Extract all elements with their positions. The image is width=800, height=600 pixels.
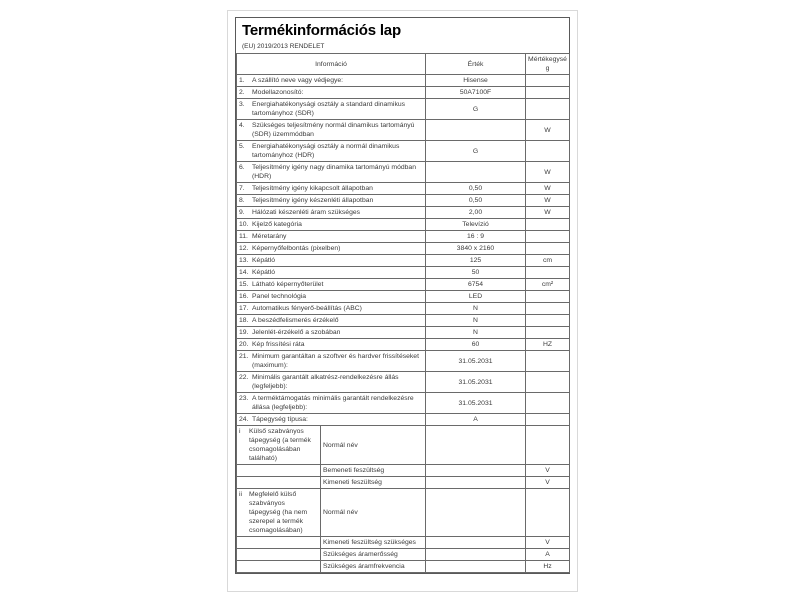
- unit-cell: V: [526, 465, 570, 477]
- row-label-text: Kijelző kategória: [252, 221, 302, 228]
- table-subrow: [237, 537, 570, 549]
- table-row: [237, 279, 570, 291]
- row-label-text: Minimális garantált alkatrész-rendelkezésre állás (legfeljebb):: [252, 374, 399, 390]
- table-row: [237, 219, 570, 231]
- row-label-text: Energiahatékonysági osztály a normál dinamikus tartományhoz (HDR): [252, 143, 400, 159]
- info-label-cell: [237, 372, 426, 393]
- unit-cell: [526, 372, 570, 393]
- info-label-cell: [237, 195, 426, 207]
- info-label: [239, 220, 423, 229]
- product-info-document: [235, 17, 570, 574]
- table-subrow: [237, 477, 570, 489]
- value-cell: [426, 465, 526, 477]
- unit-cell: [526, 303, 570, 315]
- info-label: [239, 292, 423, 301]
- info-label-cell: [237, 414, 426, 426]
- value-cell: 31.05.2031: [426, 351, 526, 372]
- unit-cell: Hz: [526, 561, 570, 573]
- row-label-text: Jelenlét-érzékelő a szobában: [252, 329, 341, 336]
- unit-cell: [526, 315, 570, 327]
- row-number: 12.: [239, 245, 249, 252]
- value-cell: 31.05.2031: [426, 372, 526, 393]
- unit-cell: [526, 219, 570, 231]
- unit-cell: [526, 141, 570, 162]
- info-label-cell: [237, 120, 426, 141]
- info-label-cell: [237, 207, 426, 219]
- subrow-label-cell: Szükséges áramfrekvencia: [321, 561, 426, 573]
- row-label-text: Képernyőfelbontás (pixelben): [252, 245, 341, 252]
- info-label: [239, 394, 423, 412]
- unit-cell: HZ: [526, 339, 570, 351]
- subrow-label-cell: Kimeneti feszültség szükséges: [321, 537, 426, 549]
- row-number: 8.: [239, 197, 245, 204]
- unit-cell: [526, 414, 570, 426]
- value-cell: Hisense: [426, 75, 526, 87]
- info-label: [239, 244, 423, 253]
- info-label: [239, 415, 423, 424]
- table-row: [237, 120, 570, 141]
- row-label-text: Energiahatékonysági osztály a standard dinamikus tartományhoz (SDR): [252, 101, 406, 117]
- info-label-cell: [237, 243, 426, 255]
- table-row: [237, 141, 570, 162]
- row-number: 9.: [239, 209, 245, 216]
- unit-cell: [526, 99, 570, 120]
- row-label-text: A terméktámogatás minimális garantált rendelkezésre állása (legfeljebb):: [252, 395, 414, 411]
- unit-cell: A: [526, 549, 570, 561]
- row-label-text: Modellazonosító:: [252, 89, 304, 96]
- row-number: 10.: [239, 221, 249, 228]
- info-label-cell: [237, 315, 426, 327]
- row-number: 7.: [239, 185, 245, 192]
- document-title: Termékinformációs lap: [242, 22, 401, 39]
- table-row: [237, 327, 570, 339]
- unit-cell: [526, 351, 570, 372]
- value-cell: 60: [426, 339, 526, 351]
- value-cell: 31.05.2031: [426, 393, 526, 414]
- row-label-text: Teljesítmény igény kikapcsolt állapotban: [252, 185, 373, 192]
- info-label: [239, 328, 423, 337]
- document-subtitle: (EU) 2019/2013 RENDELET: [242, 43, 325, 50]
- unit-cell: [526, 393, 570, 414]
- info-label: [239, 163, 423, 181]
- info-label: [239, 268, 423, 277]
- row-number: 1.: [239, 77, 245, 84]
- unit-cell: [526, 243, 570, 255]
- info-label-cell: [237, 183, 426, 195]
- info-label-cell: [237, 351, 426, 372]
- unit-cell: [526, 75, 570, 87]
- value-cell: [426, 120, 526, 141]
- column-header-info: Információ: [237, 54, 426, 75]
- unit-cell: W: [526, 162, 570, 183]
- row-label-text: A beszédfelismerés érzékelő: [252, 317, 339, 324]
- row-label-text: A szállító neve vagy védjegye:: [252, 77, 344, 84]
- value-cell: [426, 537, 526, 549]
- table-group-row: [237, 426, 570, 465]
- row-number: 11.: [239, 233, 248, 240]
- value-cell: [426, 477, 526, 489]
- value-cell: 50: [426, 267, 526, 279]
- value-cell: 0,50: [426, 183, 526, 195]
- info-label: [239, 340, 423, 349]
- subrow-label-cell: Kimeneti feszültség: [321, 477, 426, 489]
- empty-cell: [237, 477, 321, 489]
- row-number: 17.: [239, 305, 249, 312]
- info-label: [239, 76, 423, 85]
- unit-cell: V: [526, 537, 570, 549]
- group-label-cell: [237, 489, 321, 537]
- table-row: [237, 291, 570, 303]
- table-header-row: [237, 54, 570, 75]
- info-label-cell: [237, 87, 426, 99]
- row-number: 4.: [239, 122, 245, 129]
- row-label-text: Méretarány: [252, 233, 287, 240]
- info-label: [239, 88, 423, 97]
- value-cell: [426, 489, 526, 537]
- info-label-cell: [237, 393, 426, 414]
- value-cell: 0,50: [426, 195, 526, 207]
- unit-cell: cm²: [526, 279, 570, 291]
- table-row: [237, 87, 570, 99]
- value-cell: 125: [426, 255, 526, 267]
- info-label: [239, 100, 423, 118]
- value-cell: N: [426, 327, 526, 339]
- group-label: [239, 490, 318, 535]
- group-label-cell: [237, 426, 321, 465]
- table-row: [237, 267, 570, 279]
- row-number: 2.: [239, 89, 245, 96]
- table-row: [237, 303, 570, 315]
- unit-cell: [526, 291, 570, 303]
- group-sublabel-cell: Normál név: [321, 426, 426, 465]
- row-label-text: Tápegység típusa:: [252, 416, 308, 423]
- value-cell: [426, 549, 526, 561]
- empty-cell: [237, 537, 321, 549]
- group-number: ii: [239, 491, 243, 498]
- group-label-text: Megfelelő külső szabványos tápegység (ha nem szerepel a termék csomagolásában): [249, 491, 308, 534]
- unit-cell: W: [526, 120, 570, 141]
- info-label-cell: [237, 99, 426, 120]
- value-cell: 2,00: [426, 207, 526, 219]
- unit-cell: cm: [526, 255, 570, 267]
- empty-cell: [237, 549, 321, 561]
- group-number: i: [239, 428, 241, 435]
- info-label: [239, 208, 423, 217]
- info-label: [239, 121, 423, 139]
- info-label: [239, 196, 423, 205]
- value-cell: 16 : 9: [426, 231, 526, 243]
- table-group-row: [237, 489, 570, 537]
- info-table-body: [237, 75, 570, 573]
- table-row: [237, 162, 570, 183]
- row-label-text: Képátló: [252, 257, 276, 264]
- subrow-label-cell: Szükséges áramerősség: [321, 549, 426, 561]
- row-label-text: Automatikus fényerő-beállítás (ABC): [252, 305, 362, 312]
- unit-cell: [526, 87, 570, 99]
- row-number: 3.: [239, 101, 245, 108]
- column-header-unit: Mértékegység: [526, 54, 570, 75]
- info-label: [239, 232, 423, 241]
- empty-cell: [237, 465, 321, 477]
- row-label-text: Teljesítmény igény készenléti állapotban: [252, 197, 374, 204]
- table-row: [237, 231, 570, 243]
- group-label: [239, 427, 318, 463]
- table-row: [237, 99, 570, 120]
- table-row: [237, 207, 570, 219]
- product-info-table: [236, 53, 570, 573]
- info-label-cell: [237, 291, 426, 303]
- row-label-text: Panel technológia: [252, 293, 307, 300]
- info-label: [239, 352, 423, 370]
- table-row: [237, 255, 570, 267]
- value-cell: 3840 x 2160: [426, 243, 526, 255]
- unit-cell: W: [526, 207, 570, 219]
- row-label-text: Minimum garantáltan a szoftver és hardver frissítéseket (maximum):: [252, 353, 419, 369]
- row-number: 6.: [239, 164, 245, 171]
- value-cell: N: [426, 303, 526, 315]
- row-number: 18.: [239, 317, 249, 324]
- row-number: 23.: [239, 395, 249, 402]
- info-label: [239, 142, 423, 160]
- table-row: [237, 183, 570, 195]
- table-row: [237, 75, 570, 87]
- table-row: [237, 315, 570, 327]
- value-cell: Televízió: [426, 219, 526, 231]
- row-number: 20.: [239, 341, 249, 348]
- row-number: 15.: [239, 281, 249, 288]
- info-label: [239, 184, 423, 193]
- info-label-cell: [237, 219, 426, 231]
- unit-cell: [526, 327, 570, 339]
- info-label: [239, 316, 423, 325]
- info-label-cell: [237, 327, 426, 339]
- value-cell: [426, 426, 526, 465]
- group-sublabel-cell: Normál név: [321, 489, 426, 537]
- unit-cell: [526, 489, 570, 537]
- unit-cell: W: [526, 195, 570, 207]
- group-label-text: Külső szabványos tápegység (a termék csomagolásában található): [249, 428, 311, 462]
- table-row: [237, 339, 570, 351]
- info-label-cell: [237, 303, 426, 315]
- value-cell: G: [426, 99, 526, 120]
- info-label-cell: [237, 231, 426, 243]
- row-label-text: Látható képernyőterület: [252, 281, 324, 288]
- info-label: [239, 373, 423, 391]
- table-row: [237, 195, 570, 207]
- table-row: [237, 243, 570, 255]
- row-number: 16.: [239, 293, 249, 300]
- table-row: [237, 393, 570, 414]
- table-subrow: [237, 561, 570, 573]
- empty-cell: [237, 561, 321, 573]
- value-cell: N: [426, 315, 526, 327]
- unit-cell: V: [526, 477, 570, 489]
- info-label: [239, 256, 423, 265]
- info-label-cell: [237, 267, 426, 279]
- row-number: 24.: [239, 416, 249, 423]
- info-label-cell: [237, 339, 426, 351]
- row-number: 22.: [239, 374, 249, 381]
- row-label-text: Hálózati készenléti áram szükséges: [252, 209, 361, 216]
- info-label: [239, 304, 423, 313]
- value-cell: LED: [426, 291, 526, 303]
- row-label-text: Kép frissítési ráta: [252, 341, 305, 348]
- row-label-text: Szükséges teljesítmény normál dinamikus tartományú (SDR) üzemmódban: [252, 122, 415, 138]
- info-label-cell: [237, 75, 426, 87]
- info-label-cell: [237, 141, 426, 162]
- unit-cell: W: [526, 183, 570, 195]
- info-label: [239, 280, 423, 289]
- info-label-cell: [237, 162, 426, 183]
- column-header-value: Érték: [426, 54, 526, 75]
- table-row: [237, 372, 570, 393]
- info-label-cell: [237, 255, 426, 267]
- product-sheet-page: [227, 10, 578, 592]
- value-cell: 50A7100F: [426, 87, 526, 99]
- value-cell: 6754: [426, 279, 526, 291]
- row-number: 21.: [239, 353, 249, 360]
- value-cell: A: [426, 414, 526, 426]
- row-label-text: Teljesítmény igény nagy dinamika tartományú módban (HDR): [252, 164, 416, 180]
- unit-cell: [526, 267, 570, 279]
- unit-cell: [526, 231, 570, 243]
- row-label-text: Képátló: [252, 269, 276, 276]
- subrow-label-cell: Bemeneti feszültség: [321, 465, 426, 477]
- document-header: [236, 18, 569, 53]
- table-row: [237, 351, 570, 372]
- row-number: 14.: [239, 269, 249, 276]
- info-label-cell: [237, 279, 426, 291]
- value-cell: [426, 561, 526, 573]
- row-number: 13.: [239, 257, 249, 264]
- unit-cell: [526, 426, 570, 465]
- row-number: 19.: [239, 329, 249, 336]
- value-cell: G: [426, 141, 526, 162]
- table-subrow: [237, 465, 570, 477]
- value-cell: [426, 162, 526, 183]
- table-subrow: [237, 549, 570, 561]
- row-number: 5.: [239, 143, 245, 150]
- table-row: [237, 414, 570, 426]
